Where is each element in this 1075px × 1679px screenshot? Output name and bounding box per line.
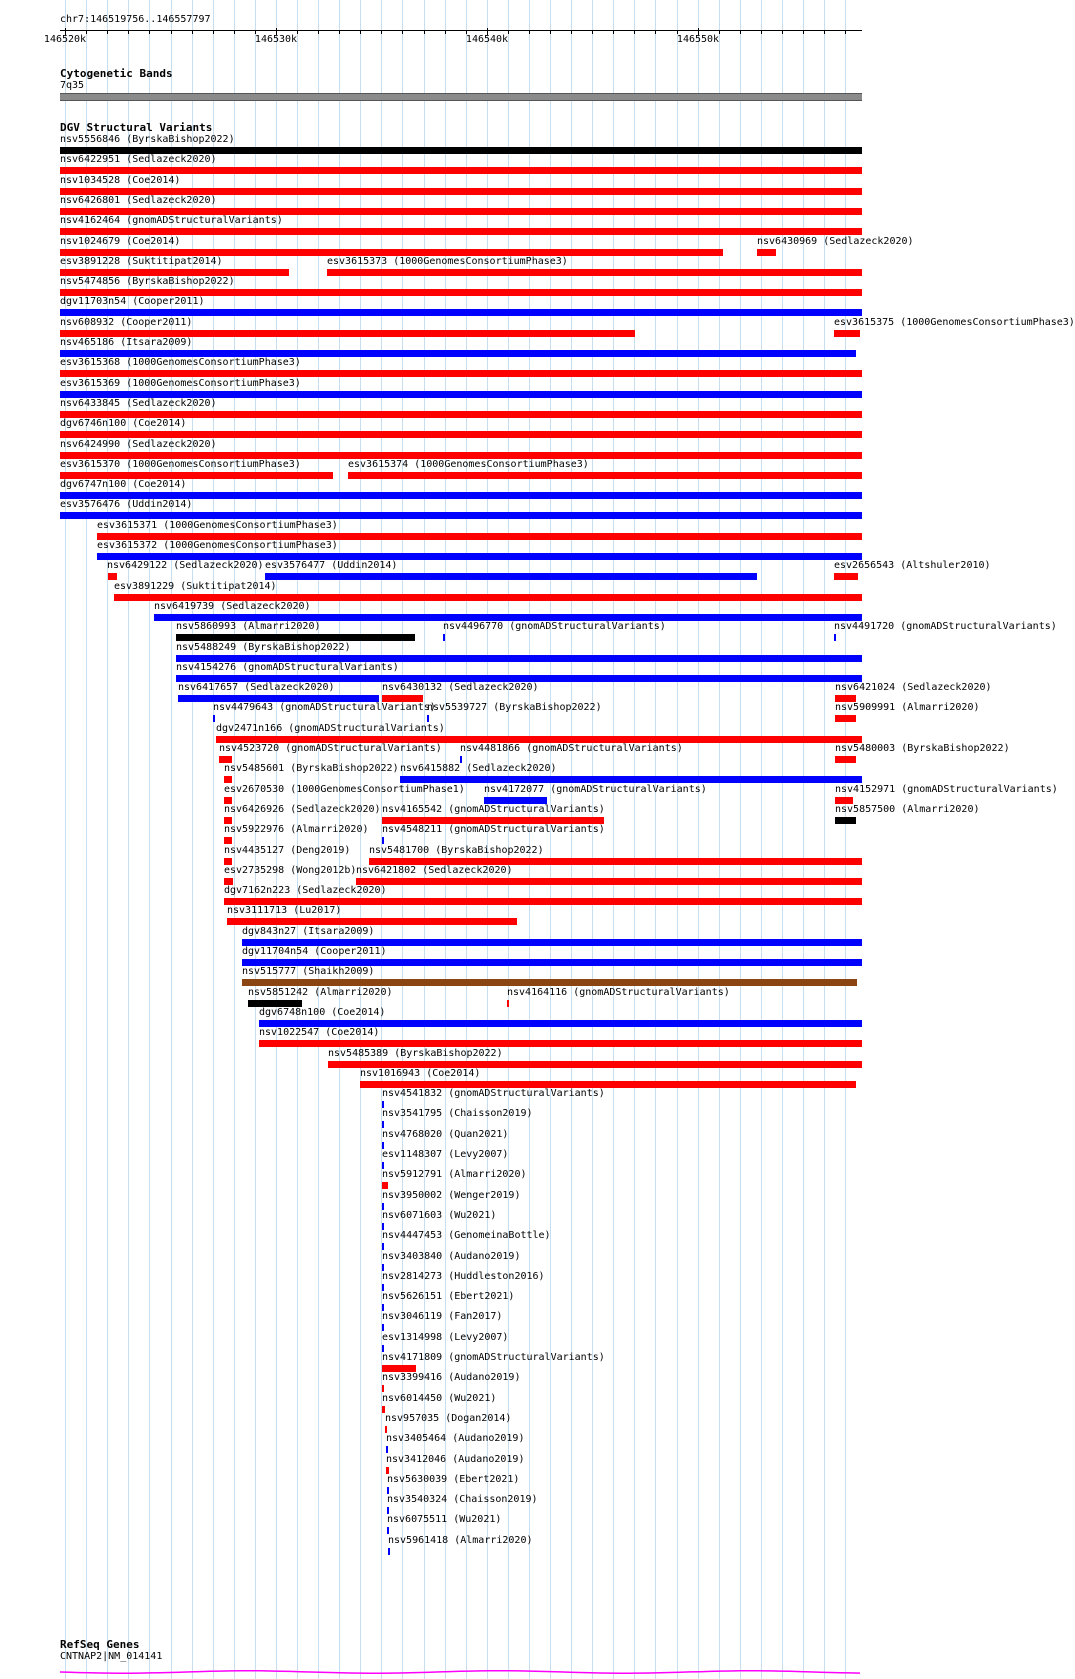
variant-label: nsv3399416 (Audano2019) (382, 1372, 521, 1383)
variant-label: nsv3412046 (Audano2019) (386, 1454, 525, 1465)
variant-label: nsv4435127 (Deng2019) (224, 845, 351, 856)
variant-label: nsv6421024 (Sedlazeck2020) (835, 682, 992, 693)
variant-label: nsv4548211 (gnomADStructuralVariants) (382, 824, 605, 835)
variant-label: nsv3046119 (Fan2017) (382, 1311, 503, 1322)
variant-label: nsv6426801 (Sedlazeck2020) (60, 195, 217, 206)
variant-label: nsv5961418 (Almarri2020) (388, 1535, 533, 1546)
variant-label: nsv957035 (Dogan2014) (385, 1413, 512, 1424)
variant-label: nsv3405464 (Audano2019) (386, 1433, 525, 1444)
variant-label: esv3615369 (1000GenomesConsortiumPhase3) (60, 378, 301, 389)
variant-label: nsv6075511 (Wu2021) (387, 1514, 502, 1525)
cytoband-label: 7q35 (60, 80, 85, 91)
variant-label: dgv6746n100 (Coe2014) (60, 418, 187, 429)
variant-label: nsv4165542 (gnomADStructuralVariants) (382, 804, 605, 815)
variant-label: nsv4541832 (gnomADStructuralVariants) (382, 1088, 605, 1099)
variant-label: nsv4172077 (gnomADStructuralVariants) (484, 784, 707, 795)
variant-label: nsv5485389 (ByrskaBishop2022) (328, 1048, 503, 1059)
variant-label: nsv6422951 (Sedlazeck2020) (60, 154, 217, 165)
variant-label: nsv1034528 (Coe2014) (60, 175, 181, 186)
variant-label: esv2735298 (Wong2012b) (224, 865, 357, 876)
variant-label: esv3576477 (Uddin2014) (265, 560, 398, 571)
variant-label: nsv6071603 (Wu2021) (382, 1210, 497, 1221)
variant-label: dgv7162n223 (Sedlazeck2020) (224, 885, 387, 896)
variant-label: nsv5851242 (Almarri2020) (248, 987, 393, 998)
variant-label: dgv6748n100 (Coe2014) (259, 1007, 386, 1018)
variant-label: nsv608932 (Cooper2011) (60, 317, 193, 328)
variant-label: nsv6426926 (Sedlazeck2020) (224, 804, 381, 815)
variant-label: nsv5474856 (ByrskaBishop2022) (60, 276, 235, 287)
variant-label: esv3615371 (1000GenomesConsortiumPhase3) (97, 520, 338, 531)
ruler-tick-label: 146540k (465, 34, 509, 45)
variant-label: esv3615368 (1000GenomesConsortiumPhase3) (60, 357, 301, 368)
variant-label: nsv4491720 (gnomADStructuralVariants) (834, 621, 1057, 632)
variant-label: nsv6433845 (Sedlazeck2020) (60, 398, 217, 409)
variant-label: nsv5909991 (Almarri2020) (835, 702, 980, 713)
variant-label: esv3615374 (1000GenomesConsortiumPhase3) (348, 459, 589, 470)
variant-label: esv1148307 (Levy2007) (382, 1149, 509, 1160)
variant-label: nsv6014450 (Wu2021) (382, 1393, 497, 1404)
variant-label: dgv6747n100 (Coe2014) (60, 479, 187, 490)
variant-label: nsv5922976 (Almarri2020) (224, 824, 369, 835)
variant-label: dgv11704n54 (Cooper2011) (242, 946, 387, 957)
variant-label: nsv6419739 (Sedlazeck2020) (154, 601, 311, 612)
variant-label: nsv6421802 (Sedlazeck2020) (356, 865, 513, 876)
cytoband-track-title: Cytogenetic Bands (60, 67, 173, 80)
variant-label: esv3615372 (1000GenomesConsortiumPhase3) (97, 540, 338, 551)
variant-label: nsv4164116 (gnomADStructuralVariants) (507, 987, 730, 998)
variant-label: esv3615375 (1000GenomesConsortiumPhase3) (834, 317, 1075, 328)
variant-label: nsv6429122 (Sedlazeck2020) (107, 560, 264, 571)
variant-label: nsv4479643 (gnomADStructuralVariants) (213, 702, 436, 713)
variant-label: nsv5626151 (Ebert2021) (382, 1291, 515, 1302)
variant-label: nsv5488249 (ByrskaBishop2022) (176, 642, 351, 653)
variant-label: nsv4768020 (Quan2021) (382, 1129, 509, 1140)
variant-label: esv3615370 (1000GenomesConsortiumPhase3) (60, 459, 301, 470)
variant-label: esv3576476 (Uddin2014) (60, 499, 193, 510)
variant-label: nsv4523720 (gnomADStructuralVariants) (219, 743, 442, 754)
variant-label: nsv4171809 (gnomADStructuralVariants) (382, 1352, 605, 1363)
variant-label: nsv3111713 (Lu2017) (227, 905, 342, 916)
variant-label: esv3891229 (Suktitipat2014) (114, 581, 277, 592)
variant-label: nsv5860993 (Almarri2020) (176, 621, 321, 632)
refseq-gene-label[interactable]: CNTNAP2|NM_014141 (60, 1651, 163, 1662)
variant-label: nsv5912791 (Almarri2020) (382, 1169, 527, 1180)
variant-label: nsv2814273 (Huddleston2016) (382, 1271, 545, 1282)
variant-label: nsv3403840 (Audano2019) (382, 1251, 521, 1262)
variant-label: nsv5630039 (Ebert2021) (387, 1474, 520, 1485)
variant-label: nsv515777 (Shaikh2009) (242, 966, 375, 977)
variant-label: nsv4481866 (gnomADStructuralVariants) (460, 743, 683, 754)
variant-label: nsv5556846 (ByrskaBishop2022) (60, 134, 235, 145)
variant-label: dgv11703n54 (Cooper2011) (60, 296, 205, 307)
variant-label: nsv5480003 (ByrskaBishop2022) (835, 743, 1010, 754)
variant-label: nsv5485601 (ByrskaBishop2022) (224, 763, 399, 774)
variant-label: nsv5539727 (ByrskaBishop2022) (427, 702, 602, 713)
variant-label: nsv3541795 (Chaisson2019) (382, 1108, 533, 1119)
variant-label: dgv2471n166 (gnomADStructuralVariants) (216, 723, 445, 734)
variant-label: esv3615373 (1000GenomesConsortiumPhase3) (327, 256, 568, 267)
locus-label: chr7:146519756..146557797 (60, 14, 211, 25)
variant-label: nsv4496770 (gnomADStructuralVariants) (443, 621, 666, 632)
ruler-tick-label: 146550k (676, 34, 720, 45)
variant-label: nsv1022547 (Coe2014) (259, 1027, 380, 1038)
variant-label: nsv4447453 (GenomeinaBottle) (382, 1230, 551, 1241)
variant-label: nsv4154276 (gnomADStructuralVariants) (176, 662, 399, 673)
variant-label: nsv1016943 (Coe2014) (360, 1068, 481, 1079)
refseq-track-title: RefSeq Genes (60, 1638, 140, 1651)
variant-label: esv3891228 (Suktitipat2014) (60, 256, 223, 267)
ruler-tick-label: 146520k (43, 34, 87, 45)
variant-label: nsv4162464 (gnomADStructuralVariants) (60, 215, 283, 226)
variant-label: nsv6430132 (Sedlazeck2020) (382, 682, 539, 693)
variant-label: nsv6424990 (Sedlazeck2020) (60, 439, 217, 450)
variant-label: nsv1024679 (Coe2014) (60, 236, 181, 247)
variant-label: nsv6430969 (Sedlazeck2020) (757, 236, 914, 247)
variant-label: nsv6415882 (Sedlazeck2020) (400, 763, 557, 774)
variant-label: nsv4152971 (gnomADStructuralVariants) (835, 784, 1058, 795)
dgv-track-title: DGV Structural Variants (60, 121, 213, 134)
variant-label: esv2656543 (Altshuler2010) (834, 560, 991, 571)
variant-label: nsv6417657 (Sedlazeck2020) (178, 682, 335, 693)
variant-label: nsv5857500 (Almarri2020) (835, 804, 980, 815)
variant-label: nsv3540324 (Chaisson2019) (387, 1494, 538, 1505)
ruler-tick-label: 146530k (254, 34, 298, 45)
variant-label: dgv843n27 (Itsara2009) (242, 926, 375, 937)
variant-label: nsv465186 (Itsara2009) (60, 337, 193, 348)
variant-label: esv2670530 (1000GenomesConsortiumPhase1) (224, 784, 465, 795)
variant-label: nsv3950002 (Wenger2019) (382, 1190, 521, 1201)
variant-label: esv1314998 (Levy2007) (382, 1332, 509, 1343)
variant-label: nsv5481700 (ByrskaBishop2022) (369, 845, 544, 856)
